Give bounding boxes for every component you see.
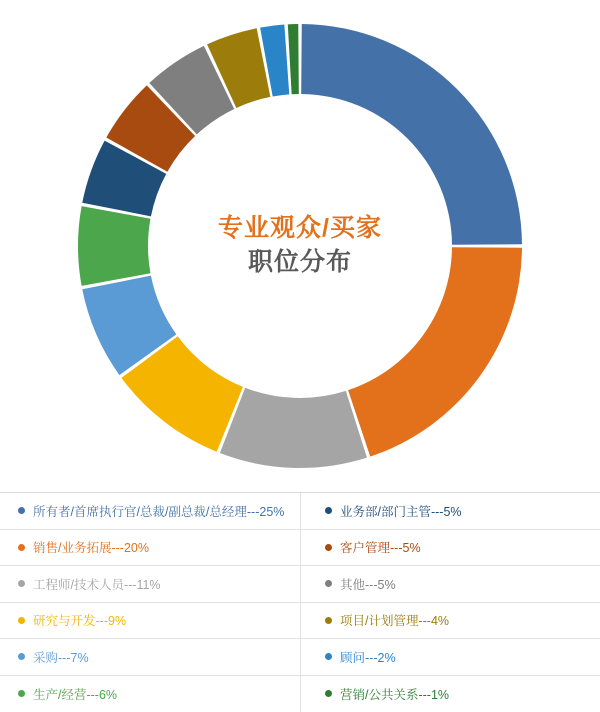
legend-item[interactable] — [0, 566, 300, 603]
legend-item-label: 研究与开发---9% — [33, 611, 126, 629]
legend-item-label: 生产/经营---6% — [33, 685, 117, 703]
legend-item-label: 业务部/部门主管---5% — [340, 502, 462, 520]
donut-slice — [348, 247, 522, 456]
legend-color-dot — [325, 580, 332, 587]
donut-chart — [70, 16, 530, 476]
chart-legend — [0, 492, 600, 711]
legend-item-label: 采购---7% — [33, 648, 89, 666]
legend-item-label: 顾问---2% — [340, 648, 396, 666]
center-subtitle: 职位分布 — [248, 246, 352, 280]
legend-grid — [0, 493, 600, 712]
legend-item-label: 项目/计划管理---4% — [340, 611, 449, 629]
legend-color-dot — [18, 617, 25, 624]
legend-color-dot — [18, 580, 25, 587]
legend-item[interactable] — [0, 603, 300, 640]
legend-item[interactable] — [300, 676, 600, 712]
legend-item[interactable] — [0, 676, 300, 712]
legend-item-label: 工程师/技术人员---11% — [33, 575, 161, 593]
legend-item[interactable] — [300, 603, 600, 640]
legend-item-label: 销售/业务拓展---20% — [33, 538, 149, 556]
legend-color-dot — [325, 653, 332, 660]
legend-color-dot — [18, 690, 25, 697]
legend-color-dot — [18, 507, 25, 514]
legend-item[interactable] — [0, 530, 300, 567]
legend-color-dot — [325, 690, 332, 697]
legend-item-label: 所有者/首席执行官/总裁/副总裁/总经理---25% — [33, 502, 284, 520]
donut-slice — [78, 206, 150, 286]
donut-slice — [288, 24, 299, 94]
legend-item[interactable] — [0, 639, 300, 676]
legend-item-label: 营销/公共关系---1% — [340, 685, 449, 703]
donut-chart-svg — [70, 16, 530, 476]
donut-slice — [220, 388, 367, 468]
legend-color-dot — [325, 544, 332, 551]
legend-item-label: 其他---5% — [340, 575, 396, 593]
legend-item[interactable] — [0, 493, 300, 530]
center-title: 专业观众/买家 — [218, 212, 382, 246]
legend-item[interactable] — [300, 493, 600, 530]
legend-color-dot — [325, 617, 332, 624]
legend-item[interactable] — [300, 639, 600, 676]
donut-slices — [78, 24, 522, 468]
legend-color-dot — [18, 653, 25, 660]
legend-color-dot — [18, 544, 25, 551]
legend-item-label: 客户管理---5% — [340, 538, 421, 556]
legend-item[interactable] — [300, 566, 600, 603]
legend-item[interactable] — [300, 530, 600, 567]
donut-slice — [301, 24, 522, 245]
legend-color-dot — [325, 507, 332, 514]
